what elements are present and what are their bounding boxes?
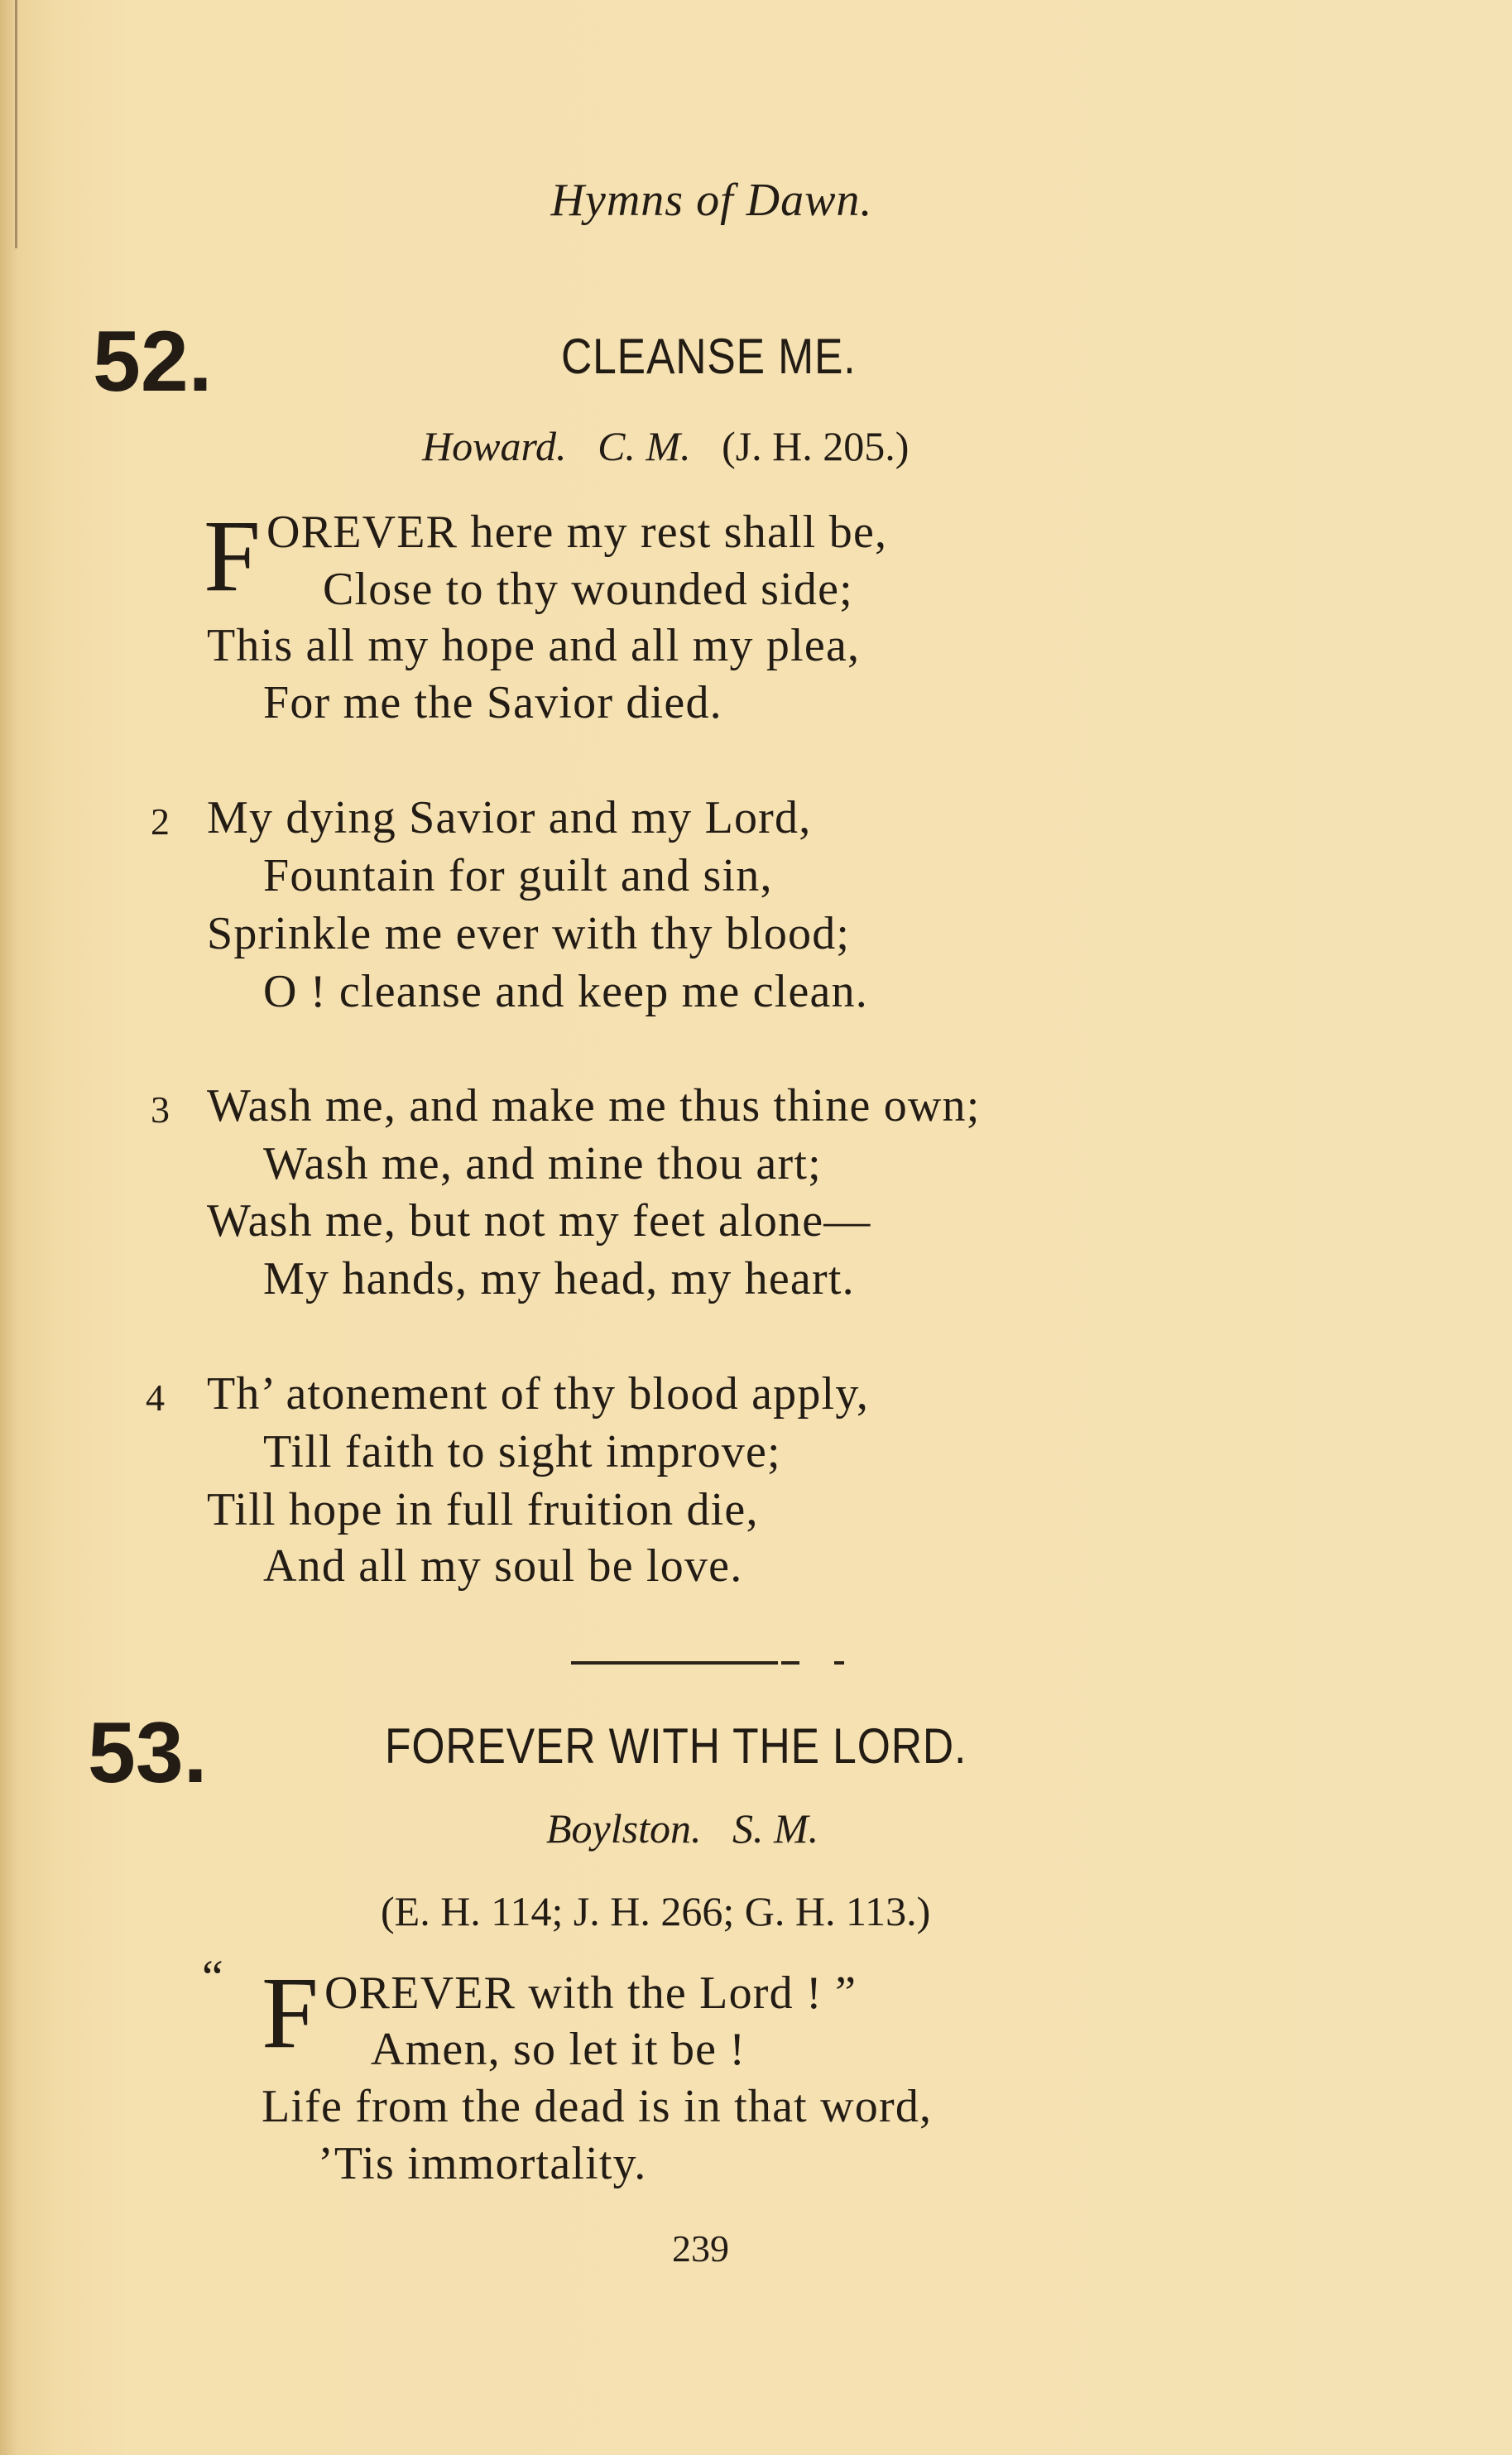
hymn-53-meter: S. M.	[732, 1805, 819, 1852]
hymn-52-meta	[422, 422, 909, 470]
hymn-53-v1-line1: OREVER with the Lord ! ”	[324, 1967, 857, 2019]
section-divider	[571, 1661, 778, 1665]
hymn-53-tune: Boylston.	[546, 1805, 702, 1852]
hymn-52-v2-line1: My dying Savior and my Lord,	[207, 792, 812, 843]
hymn-53-ref: (E. H. 114; J. H. 266; G. H. 113.)	[381, 1888, 931, 1934]
hymn-52-ref: (J. H. 205.)	[722, 423, 910, 469]
hymn-52-v1-line2: Close to thy wounded side;	[323, 564, 853, 615]
hymn-53-meta	[546, 1804, 818, 1852]
hymn-53-v1-line2: Amen, so let it be !	[371, 2024, 746, 2075]
hymn-52-v4-line4: And all my soul be love.	[263, 1540, 743, 1592]
page-number: 239	[672, 2227, 729, 2270]
section-divider-end	[834, 1661, 844, 1665]
hymn-52-v1-line1: OREVER here my rest shall be,	[266, 507, 888, 558]
hymn-52-tune: Howard.	[422, 423, 567, 469]
hymn-52-v4-line2: Till faith to sight improve;	[263, 1426, 781, 1477]
hymn-53-drop-cap: F	[262, 1956, 319, 2069]
hymn-52-v4-number: 4	[146, 1376, 165, 1419]
hymn-52-v2-line3: Sprinkle me ever with thy blood;	[207, 908, 851, 959]
page-gutter	[0, 0, 18, 2455]
hymn-52-v2-line2: Fountain for guilt and sin,	[263, 850, 773, 901]
hymn-52-v4-line3: Till hope in full fruition die,	[207, 1484, 759, 1535]
hymn-52-title: CLEANSE ME.	[561, 329, 857, 384]
hymn-52-v1-line3: This all my hope and all my plea,	[207, 620, 861, 671]
hymn-52-v3-line1: Wash me, and make me thus thine own;	[207, 1080, 981, 1131]
hymn-52-v3-line2: Wash me, and mine thou art;	[263, 1138, 822, 1189]
hymn-52-v3-line4: My hands, my head, my heart.	[263, 1253, 855, 1304]
hymn-52-meter: C. M.	[598, 423, 691, 469]
hymn-53-number: 53.	[88, 1705, 208, 1801]
hymn-52-v3-line3: Wash me, but not my feet alone—	[207, 1195, 871, 1247]
hymn-52-number: 52.	[93, 314, 213, 410]
hymn-53-title: FOREVER WITH THE LORD.	[385, 1718, 967, 1774]
hymn-52-v2-number: 2	[151, 800, 170, 843]
hymn-52-v4-line1: Th’ atonement of thy blood apply,	[207, 1368, 870, 1420]
hymn-52-drop-cap: F	[204, 499, 261, 613]
hymn-52-v3-number: 3	[151, 1088, 170, 1131]
section-divider-tail	[781, 1661, 799, 1665]
hymn-53-v1-line3: Life from the dead is in that word,	[262, 2081, 933, 2132]
hymn-52-v2-line4: O ! cleanse and keep me clean.	[263, 966, 868, 1017]
hymn-53-open-quote: “	[202, 1950, 224, 2004]
hymn-52-v1-line4: For me the Savior died.	[263, 677, 722, 728]
hymn-53-v1-line4: ’Tis immortality.	[318, 2138, 647, 2189]
running-head: Hymns of Dawn.	[550, 175, 873, 226]
